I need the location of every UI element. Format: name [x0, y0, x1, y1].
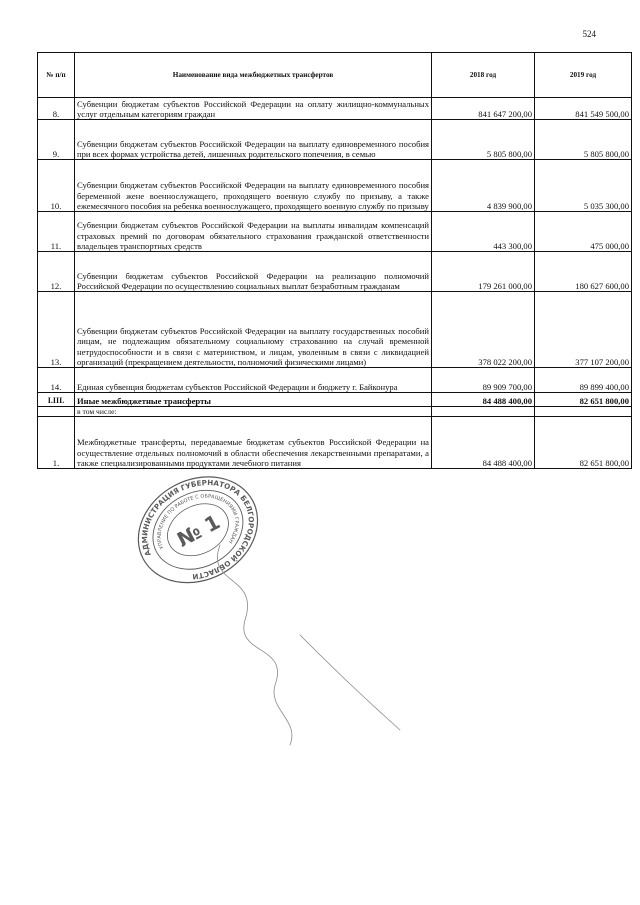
- row-number: 8.: [38, 98, 75, 120]
- row-value-2019: 82 651 800,00: [535, 417, 632, 469]
- row-name: Единая субвенция бюджетам субъектов Российской Федерации и бюджету г. Байконура: [75, 368, 432, 393]
- transfers-table: [37, 52, 632, 469]
- row-name: Субвенции бюджетам субъектов Российской Федерации на реализацию полномочий Российской Федерации по осуществлению социальных выплат безработным гражданам: [75, 252, 432, 292]
- table-row: [38, 368, 632, 393]
- row-number: 9.: [38, 120, 75, 160]
- header-year-2018: 2018 год: [432, 53, 535, 98]
- row-value-2018: 89 909 700,00: [432, 368, 535, 393]
- row-value-2018: 841 647 200,00: [432, 98, 535, 120]
- row-value-2019: 841 549 500,00: [535, 98, 632, 120]
- table-row: [38, 252, 632, 292]
- signature-tail: [300, 635, 400, 730]
- stamp-outer-text: АДМИНИСТРАЦИЯ ГУБЕРНАТОРА БЕЛГОРОДСКОЙ ОБЛАСТИ: [140, 478, 256, 582]
- section-name: Иные межбюджетные трансферты: [75, 393, 432, 407]
- row-number: 1.: [38, 417, 75, 469]
- row-value-2019: 5 035 300,00: [535, 160, 632, 212]
- section-value-2019: 82 651 800,00: [535, 393, 632, 407]
- subheader-empty: [432, 407, 535, 417]
- page-number: 524: [582, 29, 596, 39]
- section-value-2018: 84 488 400,00: [432, 393, 535, 407]
- row-name: Субвенции бюджетам субъектов Российской Федерации на выплату государственных пособий лицам, не подлежащим обязательному социальному страхованию на случай временной нетрудоспособности и в связи с материнством, и лицам, уволенным в связи с ликвидацией организаций (прекращением деятельности, полномочий физическими лицами): [75, 292, 432, 368]
- subheader-empty: [535, 407, 632, 417]
- row-name: Субвенции бюджетам субъектов Российской Федерации на выплату единовременного пособия при всех формах устройства детей, лишенных родительского попечения, в семью: [75, 120, 432, 160]
- row-name: Межбюджетные трансферты, передаваемые бюджетам субъектов Российской Федерации на осуществление отдельных полномочий в области обеспечения лекарственными препаратами, а также специализированными продуктами лечебного питания: [75, 417, 432, 469]
- table-row: [38, 212, 632, 252]
- row-value-2018: 5 805 800,00: [432, 120, 535, 160]
- table-header-row: [38, 53, 632, 98]
- signature-stroke: [217, 545, 292, 745]
- table-row: [38, 160, 632, 212]
- header-name: Наименование вида межбюджетных трансфертов: [75, 53, 432, 98]
- row-value-2018: 443 300,00: [432, 212, 535, 252]
- header-year-2019: 2019 год: [535, 53, 632, 98]
- row-value-2019: 475 000,00: [535, 212, 632, 252]
- stamp-inner-text: УПРАВЛЕНИЕ ПО РАБОТЕ С ОБРАЩЕНИЯМИ ГРАЖДАН: [156, 493, 240, 550]
- stamp-center-number: № 1: [172, 509, 224, 552]
- signature-scribble: [150, 525, 420, 755]
- row-value-2018: 179 261 000,00: [432, 252, 535, 292]
- table-row: [38, 98, 632, 120]
- table-row: [38, 292, 632, 368]
- row-name: Субвенции бюджетам субъектов Российской Федерации на выплаты инвалидам компенсаций страховых премий по договорам обязательного страхования гражданской ответственности владельцев транспортных средств: [75, 212, 432, 252]
- row-value-2019: 377 107 200,00: [535, 292, 632, 368]
- section-row: [38, 393, 632, 407]
- table-row: [38, 120, 632, 160]
- row-name: Субвенции бюджетам субъектов Российской Федерации на выплату единовременного пособия беременной жене военнослужащего, проходящего военную службу по призыву, а также ежемесячного пособия на ребенка военнослужащего, проходящего военную службу по призыву: [75, 160, 432, 212]
- row-number: 10.: [38, 160, 75, 212]
- table-row: [38, 417, 632, 469]
- header-number: № п/п: [38, 53, 75, 98]
- row-number: 12.: [38, 252, 75, 292]
- row-value-2018: 4 839 900,00: [432, 160, 535, 212]
- row-number: 13.: [38, 292, 75, 368]
- subheader-empty: [38, 407, 75, 417]
- row-number: 11.: [38, 212, 75, 252]
- row-value-2019: 89 899 400,00: [535, 368, 632, 393]
- subheader-text: в том числе:: [75, 407, 432, 417]
- row-value-2018: 84 488 400,00: [432, 417, 535, 469]
- row-value-2018: 378 022 200,00: [432, 292, 535, 368]
- subheader-row: [38, 407, 632, 417]
- section-number: I.III.: [38, 393, 75, 407]
- row-name: Субвенции бюджетам субъектов Российской Федерации на оплату жилищно-коммунальных услуг отдельным категориям граждан: [75, 98, 432, 120]
- row-number: 14.: [38, 368, 75, 393]
- row-value-2019: 5 805 800,00: [535, 120, 632, 160]
- row-value-2019: 180 627 600,00: [535, 252, 632, 292]
